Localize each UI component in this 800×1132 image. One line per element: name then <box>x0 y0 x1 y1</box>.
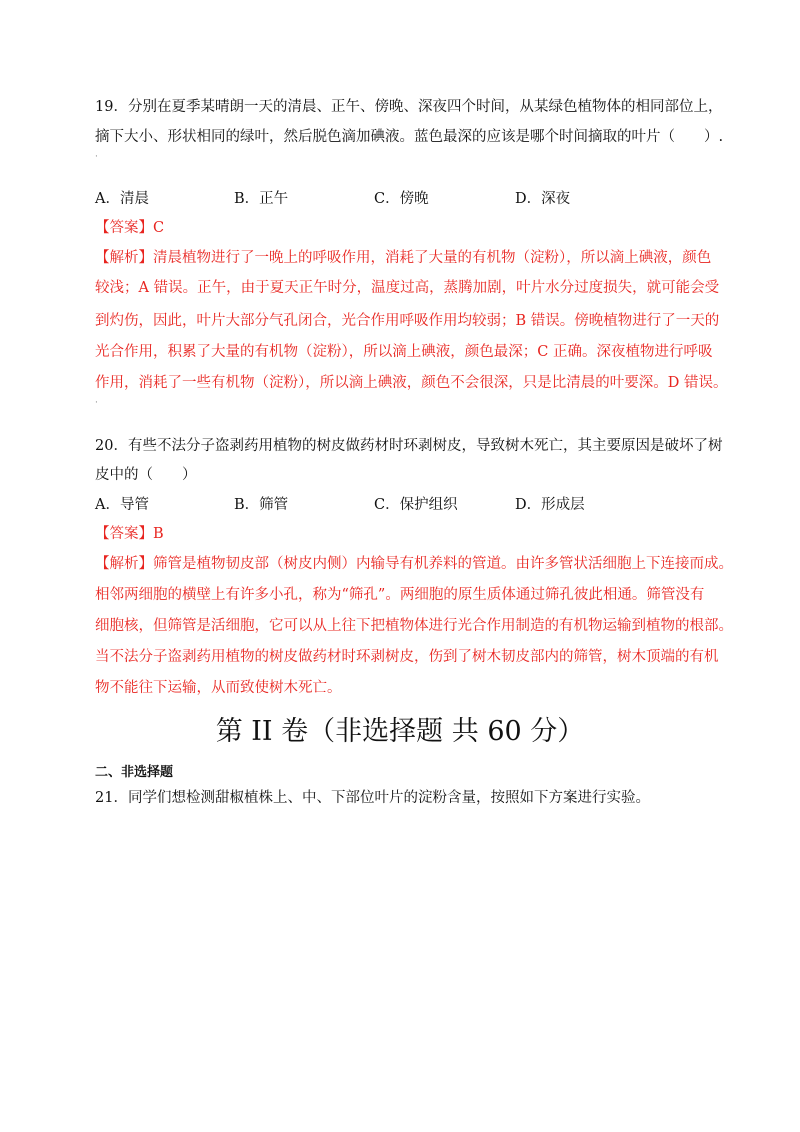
q19-analysis-line-5: 作用，消耗了一些有机物（淀粉），所以滴上碘液，颜色不会很深，只是比清晨的叶要深。D 错误。 <box>95 375 728 391</box>
paragraph-mark: · <box>95 152 98 162</box>
q20-line-2: 皮中的（ ） <box>95 467 197 483</box>
section-title: 第 II 卷（非选择题 共 60 分） <box>215 716 585 747</box>
q19-line-2: 摘下大小、形状相同的绿叶，然后脱色滴加碘液。蓝色最深的应该是哪个时间摘取的叶片（ ）. <box>95 129 724 145</box>
q19-answer: 【答案】C <box>95 220 165 236</box>
q19-analysis-line-4: 光合作用，积累了大量的有机物（淀粉），所以滴上碘液，颜色最深；C 正确。深夜植物进行呼吸 <box>95 344 713 360</box>
q20-option-a: A．导管 <box>95 497 149 513</box>
q19-analysis-line-1: 【解析】清晨植物进行了一晚上的呼吸作用，消耗了大量的有机物（淀粉），所以滴上碘液，颜色 <box>95 250 712 266</box>
q19-option-b: B．正午 <box>234 191 289 207</box>
q20-analysis-line-4: 当不法分子盗剥药用植物的树皮做药材时环剥树皮，伤到了树木韧皮部内的筛管，树木顶端的有机 <box>95 649 719 665</box>
q21-line-1: 21．同学们想检测甜椒植株上、中、下部位叶片的淀粉含量，按照如下方案进行实验。 <box>95 790 650 806</box>
q20-option-c: C．保护组织 <box>374 497 458 513</box>
q19-option-d: D．深夜 <box>515 191 571 207</box>
paragraph-mark: · <box>95 398 98 408</box>
q20-analysis-line-2: 相邻两细胞的横壁上有许多小孔，称为“筛孔”。两细胞的原生质体通过筛孔彼此相通。筛管没有 <box>95 587 705 603</box>
q19-analysis-line-2: 较浅；A 错误。正午，由于夏天正午时分，温度过高，蒸腾加剧，叶片水分过度损失，就可能会受 <box>95 280 720 296</box>
q20-analysis-line-3: 细胞核，但筛管是活细胞，它可以从上往下把植物体进行光合作用制造的有机物运输到植物的根部。 <box>95 618 733 634</box>
q20-line-1: 20．有些不法分子盗剥药用植物的树皮做药材时环剥树皮，导致树木死亡，其主要原因是破坏了树 <box>95 438 723 454</box>
q20-option-b: B．筛管 <box>234 497 289 513</box>
q20-analysis-line-5: 物不能往下运输，从而致使树木死亡。 <box>95 680 342 696</box>
q19-analysis-line-3: 到灼伤，因此，叶片大部分气孔闭合，光合作用呼吸作用均较弱；B 错误。傍晚植物进行了一天的 <box>95 313 720 329</box>
section-heading: 二、非选择题 <box>95 765 174 780</box>
q20-analysis-line-1: 【解析】筛管是植物韧皮部（树皮内侧）内输导有机养料的管道。由许多管状活细胞上下连接而成。 <box>95 556 733 572</box>
q20-option-d: D．形成层 <box>515 497 585 513</box>
q19-option-a: A．清晨 <box>95 191 149 207</box>
q19-option-c: C．傍晚 <box>374 191 429 207</box>
q20-answer: 【答案】B <box>95 526 164 542</box>
q19-line-1: 19．分别在夏季某晴朗一天的清晨、正午、傍晚、深夜四个时间，从某绿色植物体的相同部位上， <box>95 99 723 115</box>
